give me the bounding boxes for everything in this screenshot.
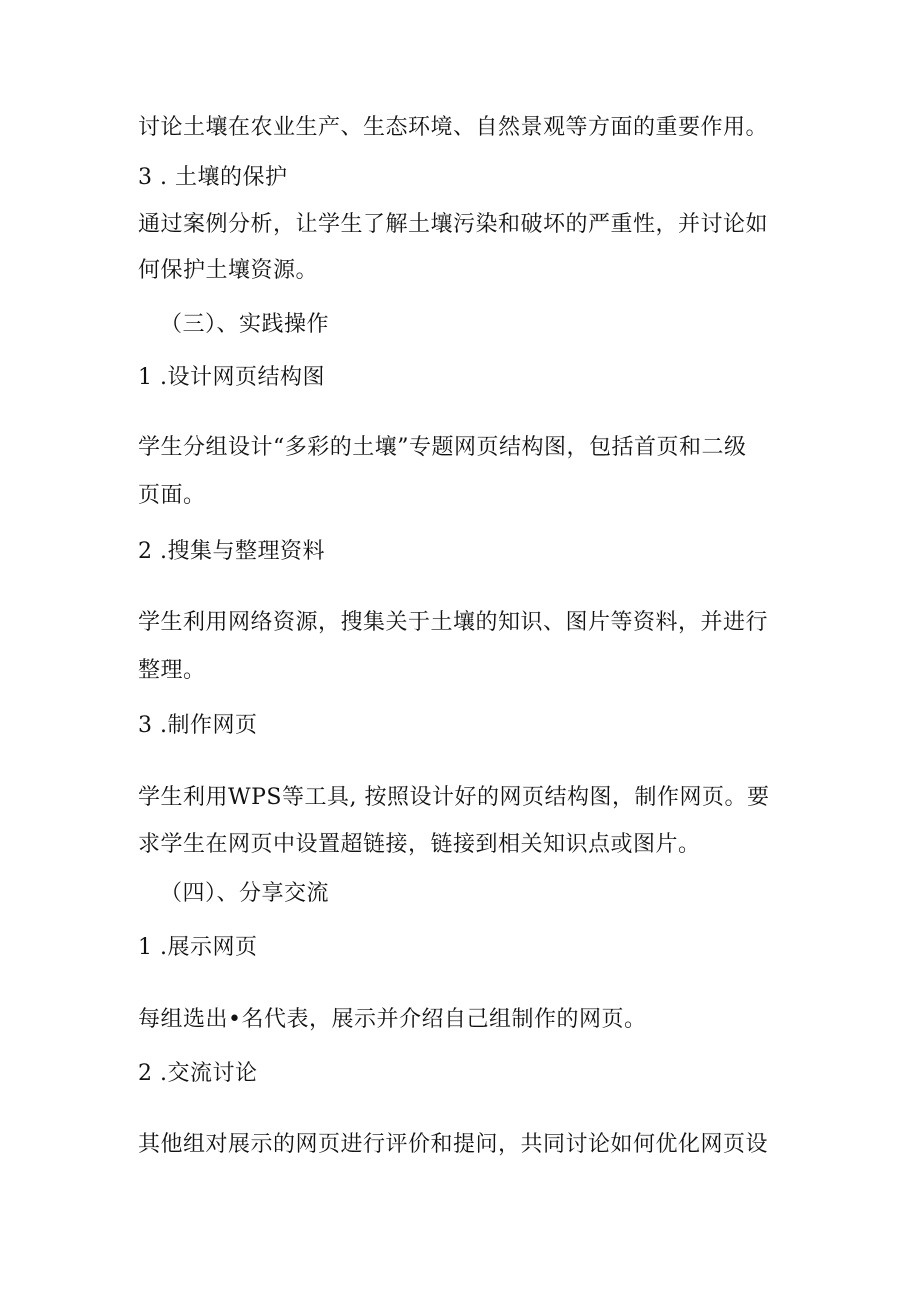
paragraph-line: 学生分组设计“多彩的土壤”专题网页结构图，包括首页和二级 (138, 435, 747, 460)
paragraph-line: 学生利用网络资源，搜集关于土壤的知识、图片等资料，并进行 (138, 610, 769, 635)
subsection-heading: 2 .搜集与整理资料 (138, 539, 325, 564)
subsection-heading: 3 . 土壤的保护 (138, 165, 288, 190)
subsection-heading: 2 .交流讨论 (138, 1061, 258, 1086)
paragraph-line: 讨论土壤在农业生产、生态环境、自然景观等方面的重要作用。 (138, 115, 769, 140)
subsection-heading: 1 .展示网页 (138, 935, 258, 960)
paragraph-line: 页面。 (138, 483, 206, 508)
paragraph-line: 通过案例分析，让学生了解土壤污染和破坏的严重性，并讨论如 (138, 212, 769, 237)
paragraph-line: 每组选出•名代表，展示并介绍自己组制作的网页。 (138, 1007, 647, 1032)
section-heading: （三）、实践操作 (160, 312, 330, 337)
subsection-heading: 1 .设计网页结构图 (138, 365, 325, 390)
paragraph-line: 求学生在网页中设置超链接，链接到相关知识点或图片。 (138, 832, 701, 857)
subsection-heading: 3 .制作网页 (138, 713, 258, 738)
paragraph-line: 整理。 (138, 658, 206, 683)
section-heading: （四）、分享交流 (160, 881, 330, 906)
paragraph-line: 其他组对展示的网页进行评价和提问，共同讨论如何优化网页设 (138, 1132, 769, 1157)
paragraph-line: 学生利用WPS等工具, 按照设计好的网页结构图，制作网页。要 (138, 785, 770, 810)
paragraph-line: 何保护土壤资源。 (138, 258, 319, 283)
